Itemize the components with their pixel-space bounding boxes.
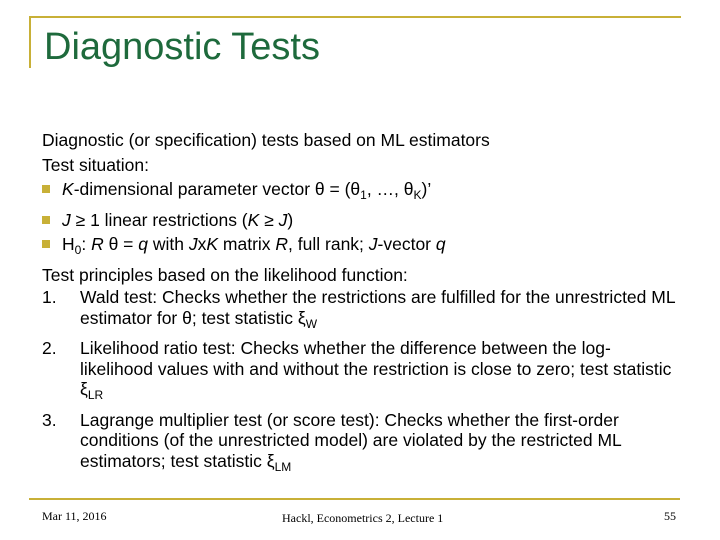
subscript: 0 — [74, 243, 82, 257]
subscript: LM — [274, 459, 292, 474]
bullet-text: θ = — [103, 234, 139, 254]
bullet-text: q — [138, 234, 148, 254]
bullet-text: ) — [287, 209, 294, 230]
bullet-text: ≥ — [259, 209, 279, 230]
bullet-text: x — [197, 234, 207, 254]
square-bullet-icon — [42, 240, 50, 248]
square-bullet-icon — [42, 185, 50, 193]
bullet-item — [42, 208, 682, 233]
list-item-text: Wald test: Checks whether the restrictions are fulfilled for the unrestricted ML estimator for θ; test statistic ξ — [80, 287, 675, 328]
list-number: 2. — [42, 338, 57, 358]
bullet-text: , …, θ — [366, 179, 414, 199]
bullet-item — [42, 177, 682, 208]
bullet-text: -dimensional parameter vector θ = (θ — [73, 179, 361, 199]
bullet-text: with — [147, 234, 189, 254]
subscript: LR — [87, 388, 104, 402]
situation-label: Test situation: — [42, 154, 149, 175]
bullet-text: J — [188, 234, 198, 254]
bullet-text: J — [62, 209, 71, 230]
list-item-text: Likelihood ratio test: Checks whether the difference between the log-likelihood values with and without the restriction is close to zero; test statistic ξ — [80, 338, 672, 399]
bullet-text: K — [247, 209, 260, 230]
bullet-text: R — [275, 234, 289, 254]
bullet-text: , full rank; — [288, 234, 369, 254]
principles-label: Test principles based on the likelihood function: — [42, 264, 408, 285]
list-item — [42, 410, 682, 478]
list-item — [42, 338, 682, 406]
bullet-text: J — [368, 234, 378, 254]
slide-title: Diagnostic Tests — [44, 26, 320, 68]
bullet-text: K — [206, 234, 219, 254]
subscript: 1 — [360, 188, 367, 202]
bullet-text: )’ — [421, 179, 432, 199]
slide-body — [42, 128, 682, 481]
bullet-text: q — [435, 234, 446, 254]
square-bullet-icon — [42, 216, 50, 224]
footer-title: Hackl, Econometrics 2, Lecture 1 — [282, 511, 444, 525]
intro-line: Diagnostic (or specification) tests based on ML estimators — [42, 130, 490, 150]
footer-date: Mar 11, 2016 — [42, 509, 107, 523]
list-item-text: Lagrange multiplier test (or score test): Checks whether the first-order conditions (of the unrestricted model) are violated by the restricted ML estimators; test statistic ξ — [80, 409, 622, 471]
list-number: 1. — [42, 287, 57, 307]
footer-rule — [29, 498, 680, 500]
subscript: K — [413, 188, 422, 202]
bullet-text: J — [278, 209, 288, 230]
numbered-list — [42, 287, 682, 477]
bullet-text: ≥ 1 linear restrictions ( — [70, 209, 248, 230]
bullet-text: H — [62, 234, 75, 254]
bullet-text: matrix — [218, 234, 276, 254]
bullet-text: K — [62, 179, 74, 199]
bullet-text: : — [81, 234, 92, 254]
list-item — [42, 287, 682, 334]
page-number: 55 — [664, 509, 676, 523]
bullet-text: R — [91, 234, 104, 254]
bullet-item — [42, 232, 682, 263]
bullet-text: -vector — [377, 234, 436, 254]
subscript: W — [305, 316, 318, 331]
list-number: 3. — [42, 409, 57, 430]
